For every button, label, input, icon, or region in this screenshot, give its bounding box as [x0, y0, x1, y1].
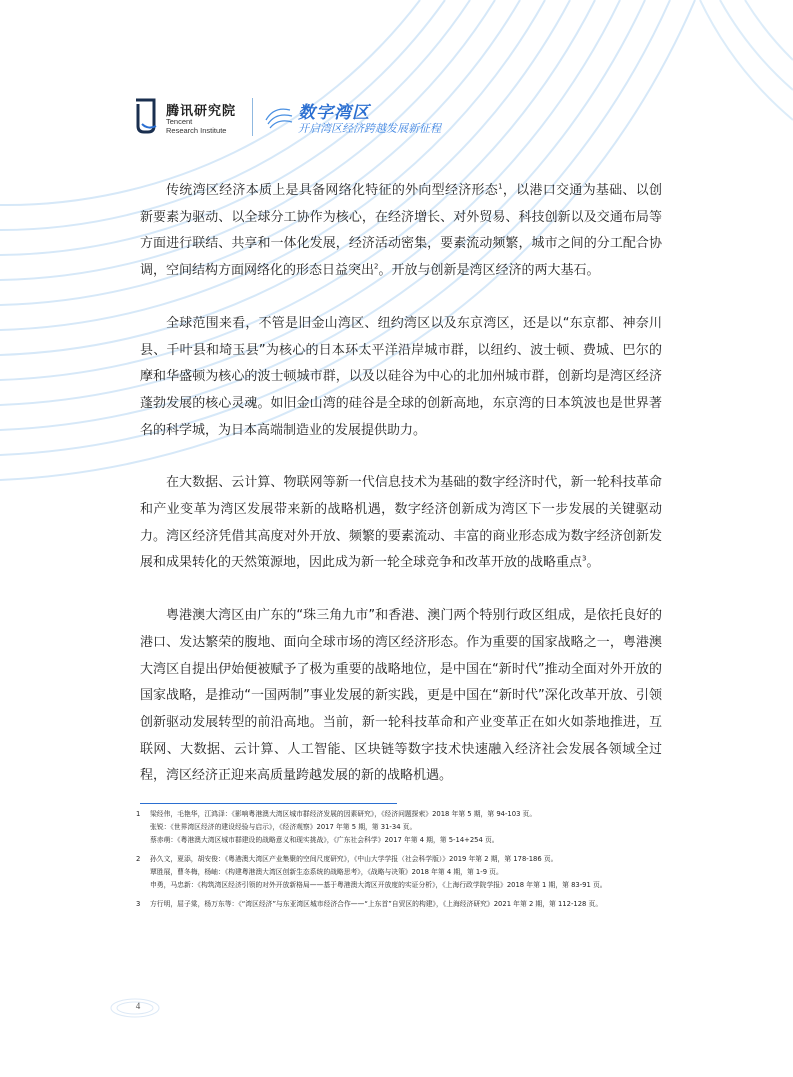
footnote-ref-1[interactable]: 1 [498, 182, 503, 191]
footnote-ref-2[interactable]: 2 [374, 262, 379, 271]
paragraph-4: 粤港澳大湾区由广东的“珠三角九市”和香港、澳门两个特别行政区组成，是依托良好的港口、发达繁荣的腹地、面向全球市场的湾区经济形态。作为重要的国家战略之一，粤港澳大湾区自提出伊始便被赋予了极为重要的战略地位，是中国在“新时代”推动全面对外开放的国家战略，是推动“一国两制”事业发展的新实践，更是中国在“新时代”深化改革开放、引领创新驱动发展转型的前沿高地。当前，新一轮科技革命和产业变革正在如火如荼地推进，互联网、大数据、云计算、人工智能、区块链等数字技术快速融入经济社会发展各领域全过程，湾区经济正迎来高质量跨越发展的新的战略机遇。 [140, 608, 662, 784]
paragraph-3: 在大数据、云计算、物联网等新一代信息技术为基础的数字经济时代，新一轮科技革命和产业变革为湾区发展带来新的战略机遇，数字经济创新成为湾区下一步发展的关键驱动力。湾区经济凭借其高度对外开放、频繁的要素流动、丰富的商业形态成为数字经济创新发展和成果转化的天然策源地，因此成为新一轮全球竞争和改革开放的战略重点$^3$。 [140, 475, 662, 571]
header-divider [252, 98, 253, 136]
report-title: 数字湾区 [298, 103, 370, 123]
footnote-3 [136, 898, 676, 911]
org-name-en-line1: Tencent [166, 117, 193, 126]
page-number: 4 [135, 1001, 141, 1011]
footnote-1 [136, 808, 676, 847]
footnote-ref-3[interactable]: 3 [582, 555, 587, 564]
footnote-number: 3 [136, 900, 141, 908]
digital-bay-swirl-icon [262, 100, 296, 134]
footnote-citation: 孙久文，夏添，胡安俊：《粤港澳大湾区产业集聚的空间尺度研究》，《中山大学学报（社会科学版）》2019 年第 2 期，第 178-186 页。 [150, 855, 558, 863]
report-subtitle: 开启湾区经济跨越发展新征程 [298, 122, 441, 135]
footnote-citation: 梁经伟，毛艳华，江鸿泽：《影响粤港澳大湾区城市群经济发展的因素研究》，《经济问题探索》2018 年第 5 期，第 94-103 页。 [150, 810, 537, 818]
footnote-citation: 覃胜展，曹冬梅，杨岫：《构建粤港澳大湾区创新生态系统的战略思考》，《战略与决策》2018 年第 4 期，第 1-9 页。 [150, 868, 503, 876]
footnote-number: 2 [136, 855, 141, 863]
footnote-citation: 张锐：《世界湾区经济的建设经验与启示》，《经济观察》2017 年第 5 期，第 31-34 页。 [150, 823, 417, 831]
org-name-en-line2: Research Institute [166, 126, 227, 135]
paragraph-1: 传统湾区经济本质上是具备网络化特征的外向型经济形态$^1$，以港口交通为基础、以创新要素为驱动、以全球分工协作为核心，在经济增长、对外贸易、科技创新以及交通布局等方面进行联结、共享和一体化发展，经济活动密集，要素流动频繁，城市之间的分工配合协调，空间结构方面网络化的形态日益突出$^2$。开放与创新是湾区经济的两大基石。 [140, 182, 662, 279]
footnote-2 [136, 853, 676, 892]
main-content [140, 178, 662, 816]
tencent-research-logo-icon [130, 96, 162, 136]
org-name-cn: 腾讯研究院 [166, 104, 237, 119]
footnote-citation: 蔡赤萌：《粤港澳大湾区城市群建设的战略意义和现实挑战》，《广东社会科学》2017 年第 4 期，第 5-14+254 页。 [150, 836, 499, 844]
footnote-divider [140, 803, 397, 804]
paragraph-2: 全球范围来看，不管是旧金山湾区、纽约湾区以及东京湾区，还是以“东京都、神奈川县、千叶县和埼玉县”为核心的日本环太平洋沿岸城市群，以纽约、波士顿、费城、巴尔的摩和华盛顿为核心的波士顿城市群，以及以硅谷为中心的北加州城市群，创新均是湾区经济蓬勃发展的核心灵魂。如旧金山湾的硅谷是全球的创新高地，东京湾的日本筑波也是世界著名的科学城，为日本高端制造业的发展提供助力。 [140, 315, 662, 438]
footnote-citation: 申勇，马忠新：《构筑湾区经济引领的对外开放新格局——基于粤港澳大湾区开放度的实证分析》，《上海行政学院学报》2018 年第 1 期，第 83-91 页。 [150, 881, 607, 889]
footnotes [136, 808, 676, 917]
footnote-number: 1 [136, 810, 141, 818]
footnote-citation: 方行明，屈子棠，杨万东等：《“湾区经济”与东亚湾区城市经济合作——“上东首”自贸区的构建》，《上海经济研究》2021 年第 2 期，第 112-128 页。 [150, 900, 603, 908]
